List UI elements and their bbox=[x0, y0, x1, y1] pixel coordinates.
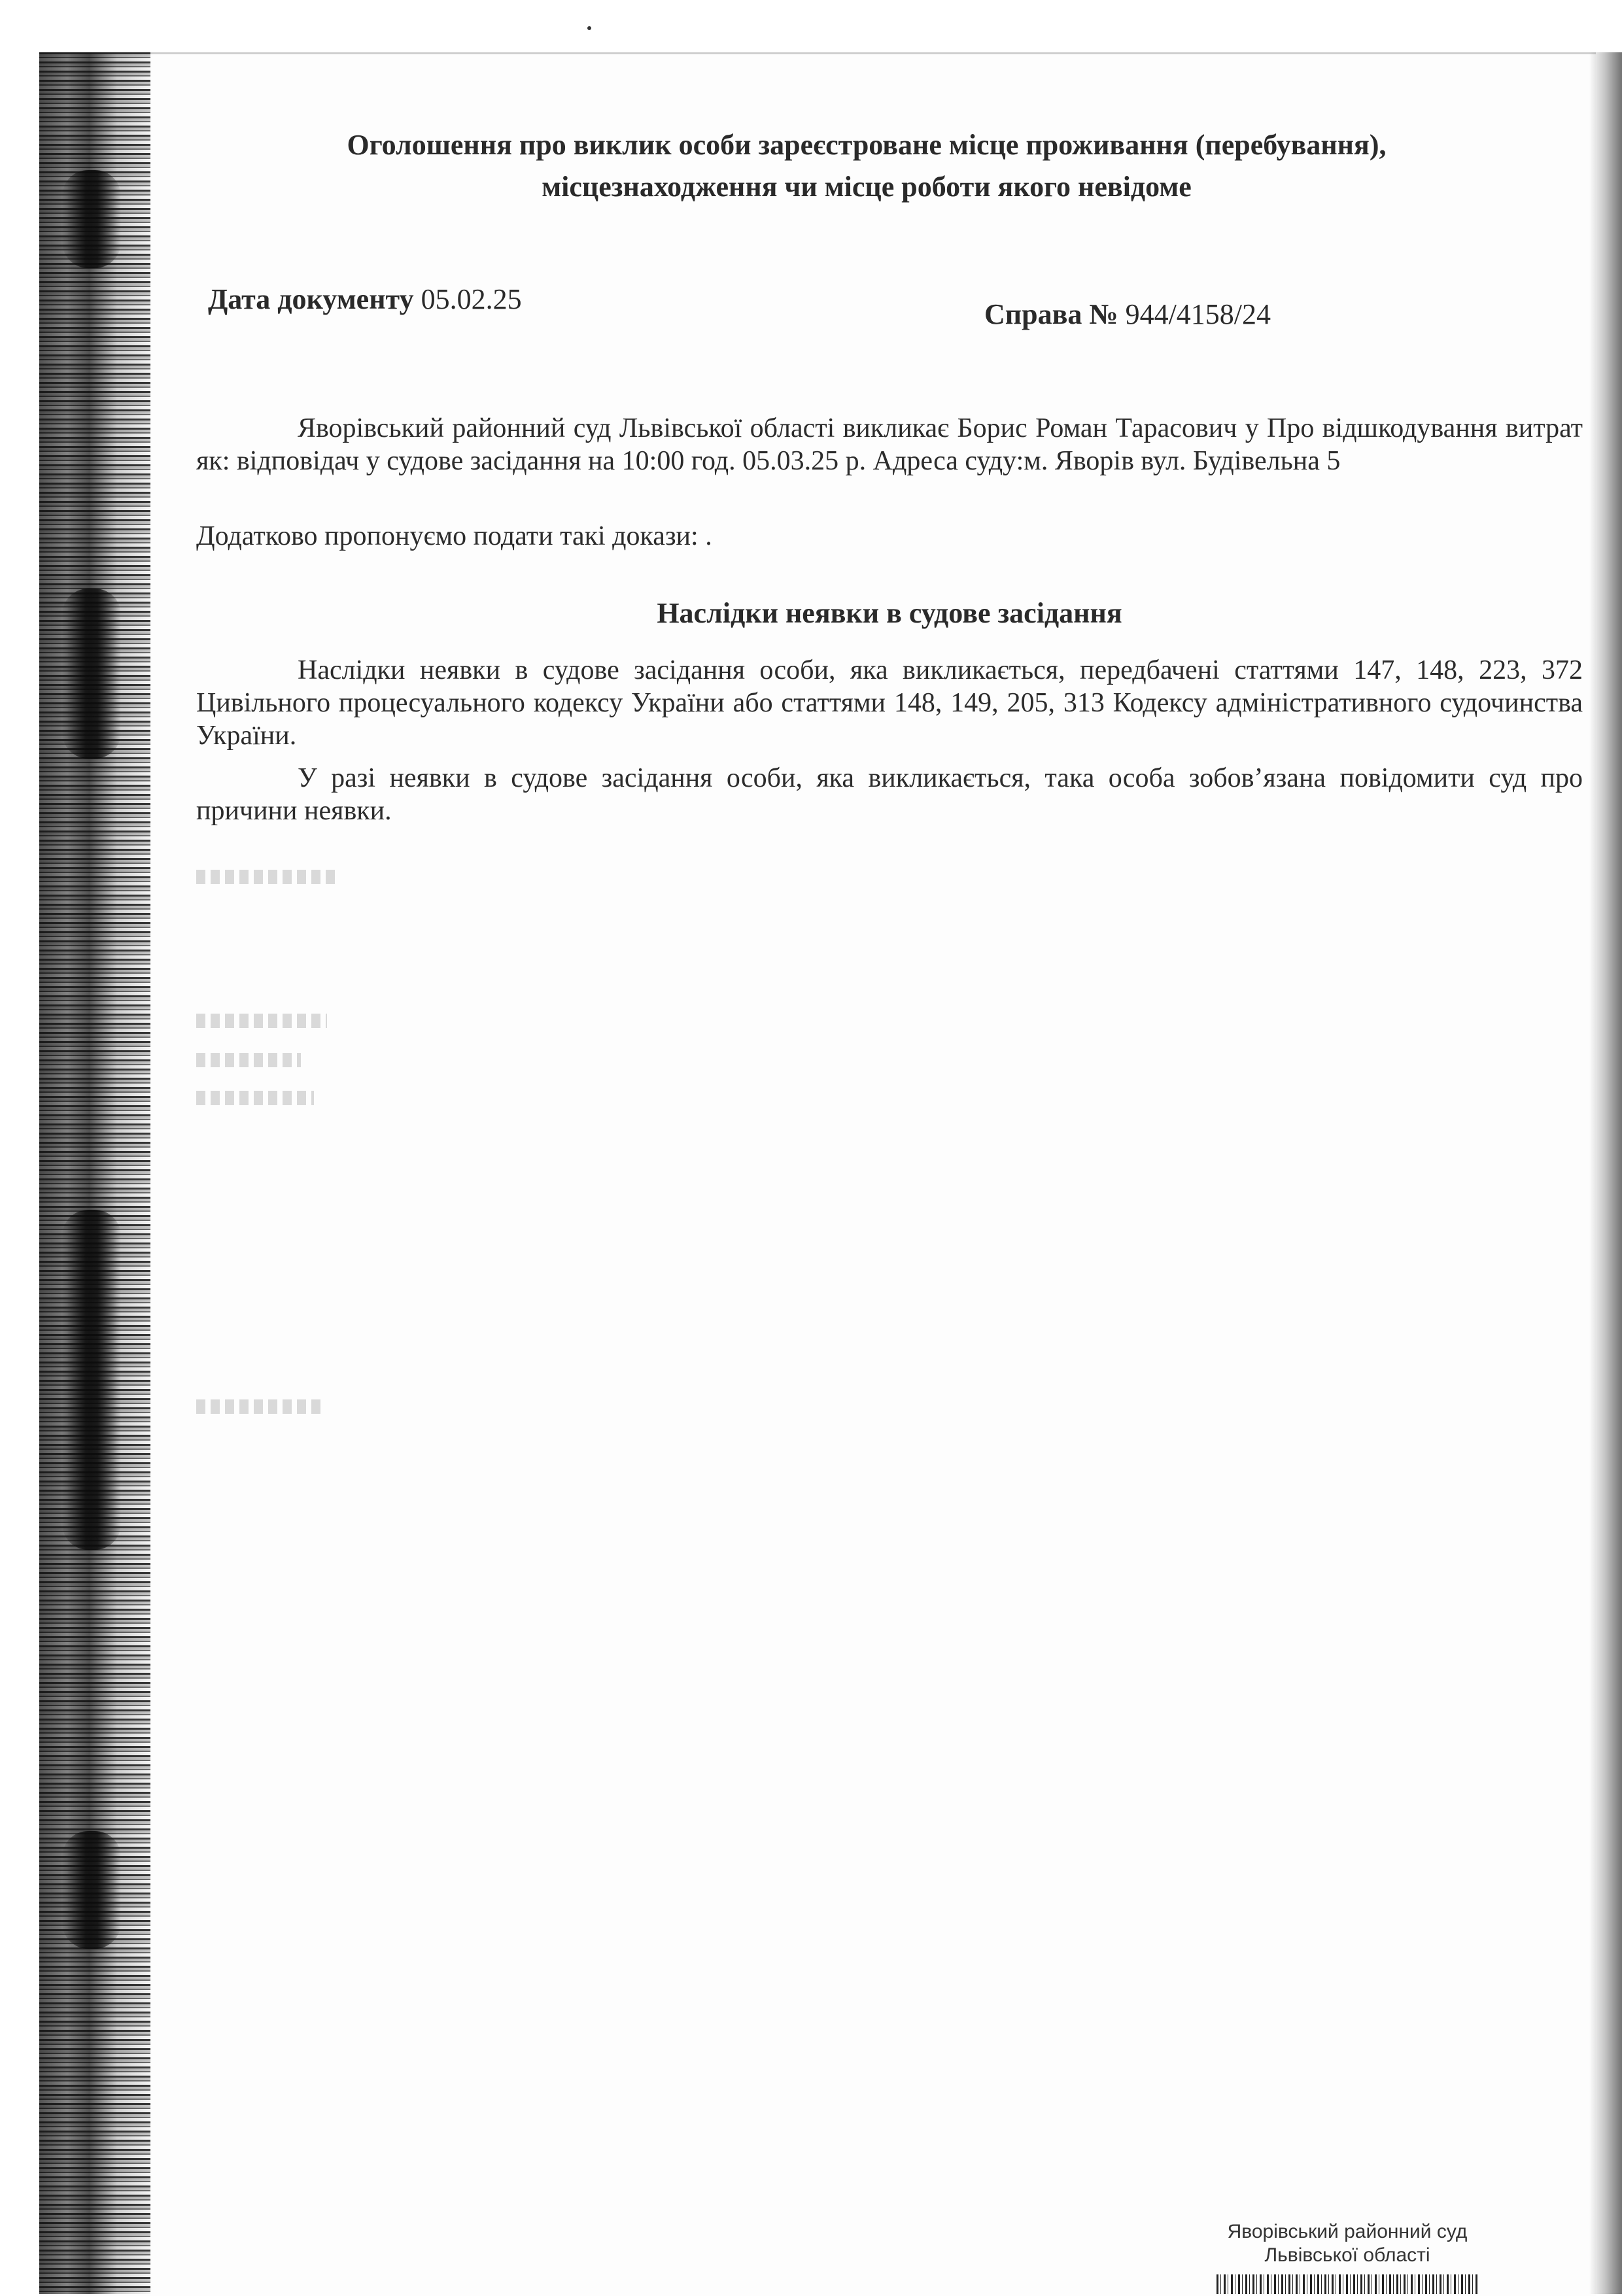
case-value: 944/4158/24 bbox=[1125, 298, 1271, 330]
scan-smudge bbox=[62, 1831, 121, 1949]
stamp-line-2: Львівської області bbox=[1264, 2244, 1430, 2266]
bleed-through-mark bbox=[196, 1399, 320, 1414]
title-line-1: Оголошення про виклик особи зареєстроване місце проживання (перебування), bbox=[347, 129, 1387, 161]
scan-edge-right bbox=[1589, 52, 1622, 2294]
scan-smudge bbox=[62, 1210, 121, 1550]
summons-paragraph: Яворівський районний суд Львівської області викликає Борис Роман Тарасович у Про відшкодування витрат як: відповідач у судове засідання на 10:00 год. 05.03.25 р. Адреса суду:м. Яворів вул. Будівельна 5 bbox=[196, 413, 1583, 476]
scanned-page bbox=[39, 52, 1596, 2296]
consequences-heading: Наслідки неявки в судове засідання bbox=[657, 597, 1122, 629]
date-label: Дата документу bbox=[208, 283, 414, 315]
evidence-line: Додатково пропонуємо подати такі докази: . bbox=[196, 521, 712, 551]
case-label: Справа № bbox=[984, 298, 1118, 330]
scan-smudge bbox=[62, 589, 121, 759]
scan-smudge bbox=[62, 170, 121, 268]
document-title bbox=[196, 124, 1537, 208]
consequences-paragraph-1: Наслідки неявки в судове засідання особи, яка викликається, передбачені статтями 147, 148, 223, 372 Цивільного процесуального кодексу України або статтями 148, 149, 205, 313 Кодексу адміністративного судочинства України. bbox=[196, 655, 1583, 751]
scan-edge-left bbox=[39, 52, 150, 2294]
footer-registration-text bbox=[785, 2274, 1210, 2294]
consequences-paragraph-2: У разі неявки в судове засідання особи, яка викликається, така особа зобов’язана повідомити суд про причини неявки. bbox=[196, 763, 1583, 826]
scan-speck bbox=[587, 26, 591, 30]
bleed-through-mark bbox=[196, 1014, 327, 1028]
case-number bbox=[984, 298, 1271, 331]
bleed-through-mark bbox=[196, 870, 340, 884]
barcode bbox=[1216, 2274, 1478, 2294]
bleed-through-mark bbox=[196, 1053, 301, 1067]
title-line-2: місцезнаходження чи місце роботи якого невідоме bbox=[542, 171, 1192, 203]
stamp-line-1: Яворівський районний суд bbox=[1227, 2221, 1468, 2242]
document-date bbox=[208, 283, 522, 316]
court-stamp bbox=[1177, 2220, 1517, 2267]
date-value: 05.02.25 bbox=[421, 283, 522, 315]
bleed-through-mark bbox=[196, 1091, 314, 1105]
